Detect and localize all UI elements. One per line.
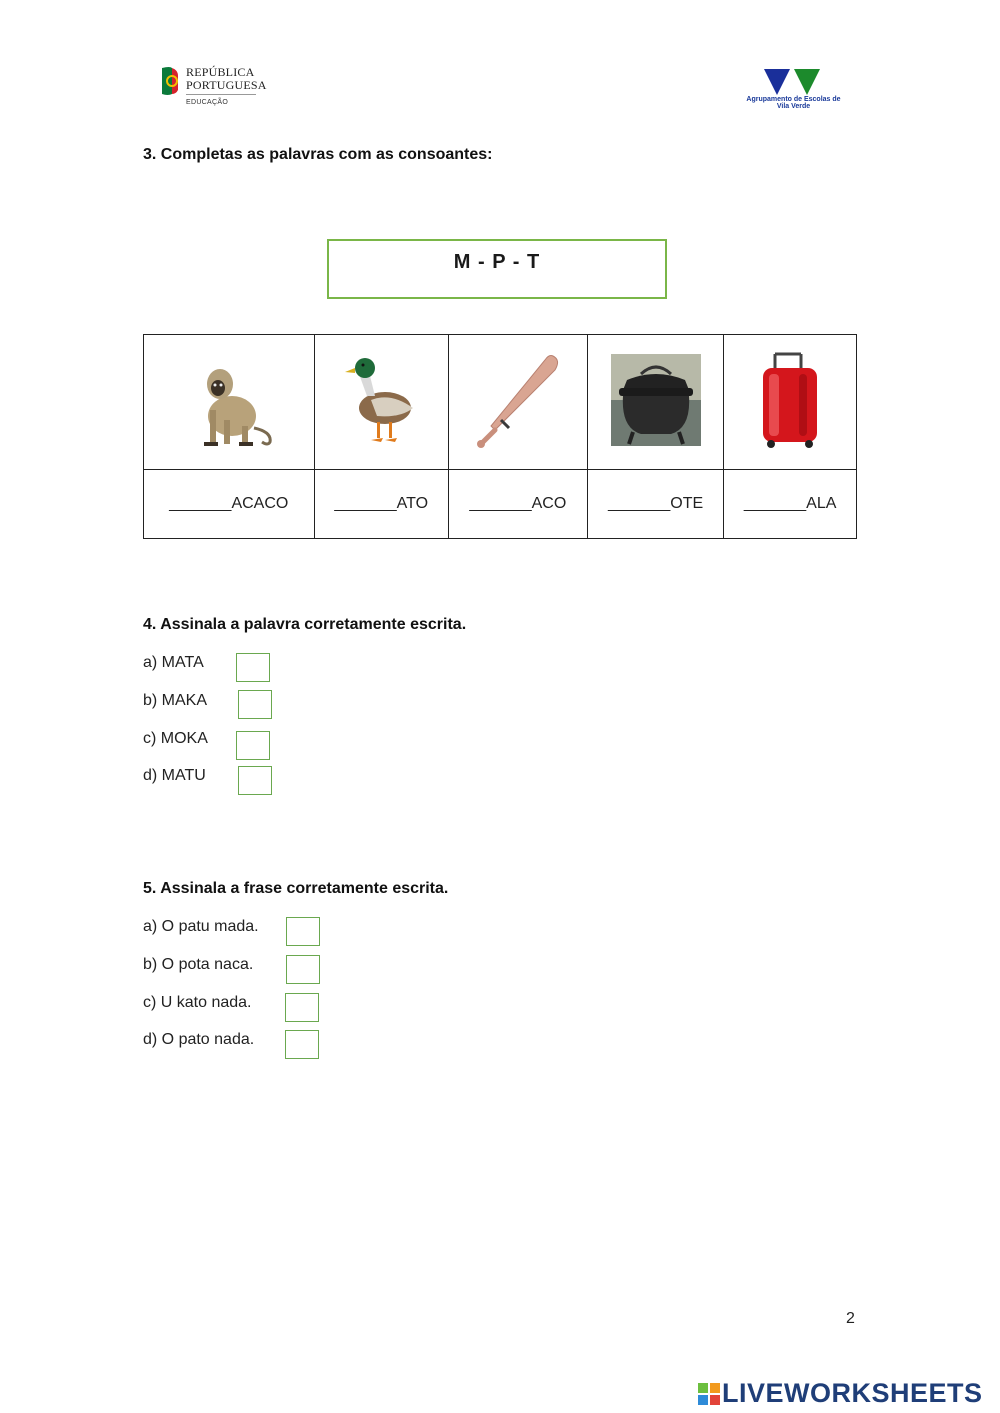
option-label: d) O pato nada. — [143, 1031, 255, 1048]
page-number: 2 — [846, 1310, 855, 1327]
word-cell[interactable]: _______ALA — [724, 470, 857, 539]
ae-line2: Vila Verde — [776, 103, 811, 110]
logo-divider — [186, 94, 256, 95]
exercise4-title: 4. Assinala a palavra corretamente escrita. — [143, 616, 467, 633]
liveworksheets-icon — [698, 1383, 720, 1405]
picture-cell — [314, 335, 448, 470]
portugal-flag-icon — [160, 66, 180, 96]
picture-cell — [587, 335, 723, 470]
option-label: d) MATU — [143, 767, 206, 784]
word-cell[interactable]: _______ACACO — [144, 470, 315, 539]
picture-table — [143, 334, 857, 539]
vv-triangles-icon — [764, 68, 822, 96]
agrupamento-logo — [736, 68, 851, 114]
monkey-icon — [184, 350, 274, 450]
suitcase-icon — [755, 350, 825, 450]
pot-icon — [611, 354, 701, 446]
option-checkbox[interactable] — [238, 690, 272, 719]
letters-text: M - P - T — [453, 251, 541, 273]
word-cell[interactable]: _______ACO — [448, 470, 587, 539]
option-label: b) MAKA — [143, 692, 208, 709]
option-label: c) U kato nada. — [143, 994, 252, 1011]
picture-cell — [144, 335, 315, 470]
option-checkbox[interactable] — [236, 653, 270, 682]
republica-portuguesa-logo — [160, 62, 280, 112]
option-label: a) MATA — [143, 654, 204, 671]
option-checkbox[interactable] — [285, 1030, 319, 1059]
option-checkbox[interactable] — [236, 731, 270, 760]
option-checkbox[interactable] — [286, 917, 320, 946]
option-label: a) O patu mada. — [143, 918, 259, 935]
logo-line2: PORTUGUESA — [186, 78, 267, 92]
picture-cell — [724, 335, 857, 470]
exercise3-title: 3. Completas as palavras com as consoantes: — [143, 146, 493, 163]
option-checkbox[interactable] — [286, 955, 320, 984]
option-checkbox[interactable] — [285, 993, 319, 1022]
option-checkbox[interactable] — [238, 766, 272, 795]
logo-sub: EDUCAÇÃO — [186, 99, 229, 106]
option-label: c) MOKA — [143, 730, 208, 747]
word-cell[interactable]: _______OTE — [587, 470, 723, 539]
logo-line1: REPÚBLICA — [186, 65, 255, 79]
bat-icon — [473, 350, 563, 450]
ae-line1: Agrupamento de Escolas de — [746, 96, 841, 103]
word-cell[interactable]: _______ATO — [314, 470, 448, 539]
option-label: b) O pota naca. — [143, 956, 254, 973]
picture-cell — [448, 335, 587, 470]
liveworksheets-text: LIVEWORKSHEETS — [722, 1378, 983, 1408]
exercise5-title: 5. Assinala a frase corretamente escrita. — [143, 880, 449, 897]
duck-icon — [341, 352, 421, 447]
letters-box — [327, 239, 667, 299]
